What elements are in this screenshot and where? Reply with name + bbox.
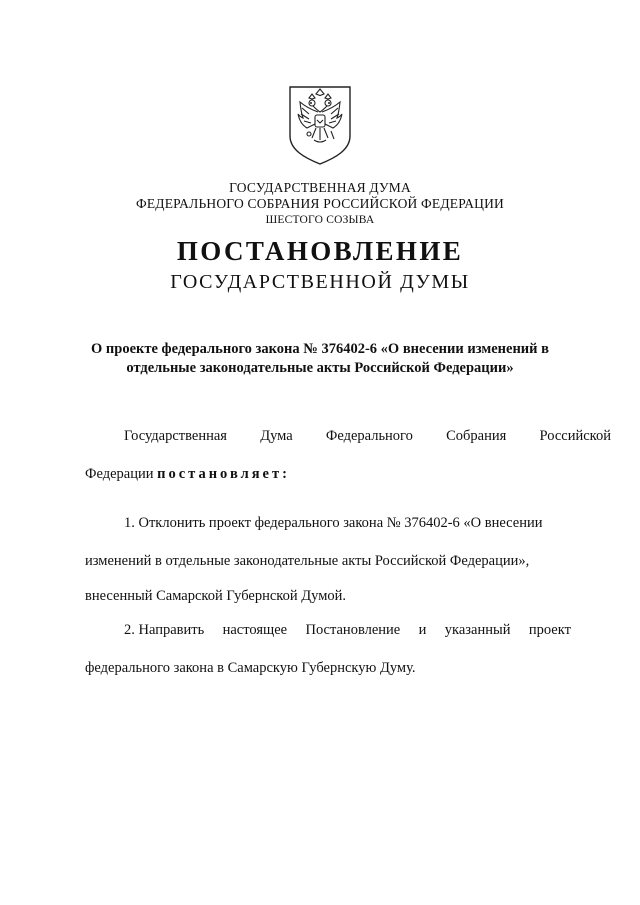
document-subject [70, 340, 570, 378]
coat-of-arms-emblem [287, 84, 353, 166]
decree-word: постановляет: [157, 466, 290, 482]
item-1-line-1: 1. Отклонить проект федерального закона № 376402-6 «О внесении [124, 515, 543, 531]
item-1-line-3: внесенный Самарской Губернской Думой. [85, 588, 347, 604]
preamble-word: Дума [260, 428, 293, 444]
preamble-line-2-start: Федерации [85, 466, 154, 482]
header-line-1: ГОСУДАРСТВЕННАЯ ДУМА [229, 180, 411, 195]
item-2-word: проект [528, 622, 571, 638]
item-2-line-2: федерального закона в Самарскую Губернскую Думу. [85, 660, 416, 676]
item-2-line-1 [124, 622, 571, 639]
preamble-word: Собрания [446, 428, 507, 444]
preamble-word: Государственная [124, 428, 227, 444]
issuer-header [0, 180, 640, 228]
item-2-word: и [418, 622, 427, 638]
item-1-line-2: изменений в отдельные законодательные акты Российской Федерации», [85, 553, 530, 569]
preamble-line-2 [85, 466, 290, 483]
preamble-word: Российской [539, 428, 611, 444]
header-line-3: ШЕСТОГО СОЗЫВА [265, 214, 375, 226]
item-2-word: 2. Направить [124, 622, 205, 638]
subject-line-1: О проекте федерального закона № 376402-6 «О внесении изменений в [91, 341, 549, 357]
item-2-word: настоящее [222, 622, 288, 638]
item-2-word: указанный [444, 622, 511, 638]
header-line-2: ФЕДЕРАЛЬНОГО СОБРАНИЯ РОССИЙСКОЙ ФЕДЕРАЦИИ [136, 196, 504, 211]
document-type-title: ПОСТАНОВЛЕНИЕ [176, 236, 464, 266]
preamble-word: Федерального [325, 428, 413, 444]
document-issuer-title: ГОСУДАРСТВЕННОЙ ДУМЫ [170, 271, 470, 293]
preamble-line-1 [124, 428, 611, 445]
subject-line-2: отдельные законодательные акты Российской Федерации» [126, 360, 514, 376]
item-2-word: Постановление [305, 622, 401, 638]
